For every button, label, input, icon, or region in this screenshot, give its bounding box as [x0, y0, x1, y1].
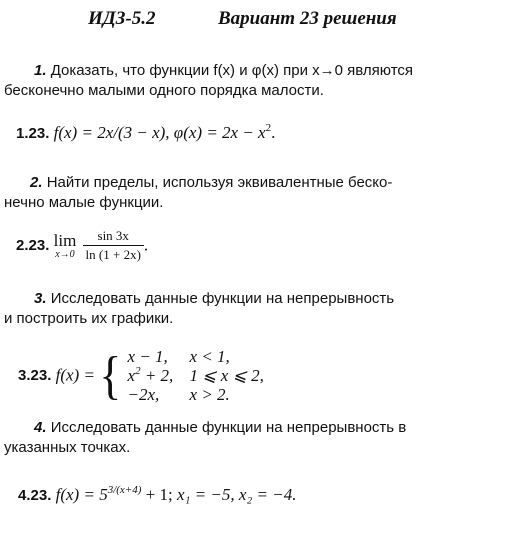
doc-title: ИДЗ-5.2	[88, 8, 156, 29]
piecewise-brace: {	[99, 345, 122, 405]
task-4-text-1: Исследовать данные функции на непрерывность в	[50, 419, 407, 436]
problem-4	[18, 485, 297, 505]
task-3-line-2: и построить их графики.	[4, 310, 174, 327]
task-4-number: 4.	[34, 419, 47, 436]
problem-4-label: 4.23.	[18, 487, 52, 504]
limit-operator	[54, 232, 77, 260]
task-3-line-1	[34, 288, 394, 310]
problem-4-f-tail: + 1;	[141, 485, 173, 504]
limit-fraction	[83, 228, 144, 263]
case-cond: 1 ⩽ x ⩽ 2,	[189, 366, 264, 385]
task-4-line-2: указанных точках.	[4, 439, 131, 456]
problem-1-f: f(x) = 2x/(3 − x),	[53, 123, 170, 142]
case-row	[128, 385, 264, 404]
piecewise-cases	[128, 347, 264, 404]
case-expr: x − 1,	[127, 347, 168, 366]
problem-4-points: x₁ = −5, x₂ = −4.	[176, 485, 297, 504]
variant-title: Вариант 23 решения	[218, 8, 397, 29]
problem-3	[18, 347, 264, 404]
problem-1	[16, 123, 275, 143]
problem-2-label: 2.23.	[16, 237, 50, 254]
problem-1-phi-exp: 2	[265, 122, 272, 134]
fraction-numerator: sin 3x	[83, 228, 144, 246]
task-1-number: 1.	[34, 62, 47, 79]
case-cond: x > 2.	[189, 385, 230, 404]
task-2-line-2: нечно малые функции.	[4, 194, 164, 211]
lim-subscript: x→0	[55, 248, 75, 260]
task-2-number: 2.	[30, 174, 43, 191]
case-row	[128, 347, 264, 366]
case-cond: x < 1,	[189, 347, 230, 366]
problem-1-end: .	[271, 123, 276, 142]
task-1-line-1	[34, 60, 413, 82]
problem-2	[16, 228, 148, 263]
task-4-line-1	[34, 417, 406, 439]
problem-3-label: 3.23.	[18, 367, 52, 384]
task-2-text-1: Найти пределы, используя эквивалентные беско-	[46, 174, 393, 191]
task-1-text-1: Доказать, что функции f(x) и φ(x) при x→0 являются	[50, 62, 414, 79]
problem-1-label: 1.23.	[16, 125, 50, 142]
case-expr-exp: 2	[135, 365, 141, 377]
case-expr: −2x,	[127, 385, 160, 404]
task-2-line-1	[30, 172, 392, 194]
case-expr-tail: + 2,	[140, 366, 174, 385]
case-row	[128, 366, 264, 385]
problem-4-f-base: f(x) = 5	[55, 485, 108, 504]
case-expr-base: x	[127, 366, 136, 385]
problem-4-f-exp: 3/(x+4)	[107, 484, 142, 496]
fraction-denominator: ln (1 + 2x)	[85, 247, 141, 262]
problem-2-end: .	[143, 235, 149, 255]
task-3-text-1: Исследовать данные функции на непрерывность	[50, 290, 395, 307]
problem-1-phi: φ(x) = 2x − x	[173, 123, 266, 142]
case-expr	[128, 366, 190, 385]
task-3-number: 3.	[34, 290, 47, 307]
task-1-line-2: бесконечно малыми одного порядка малости.	[4, 82, 324, 99]
lim-word: lim	[53, 230, 77, 250]
problem-3-f: f(x) =	[55, 365, 95, 385]
